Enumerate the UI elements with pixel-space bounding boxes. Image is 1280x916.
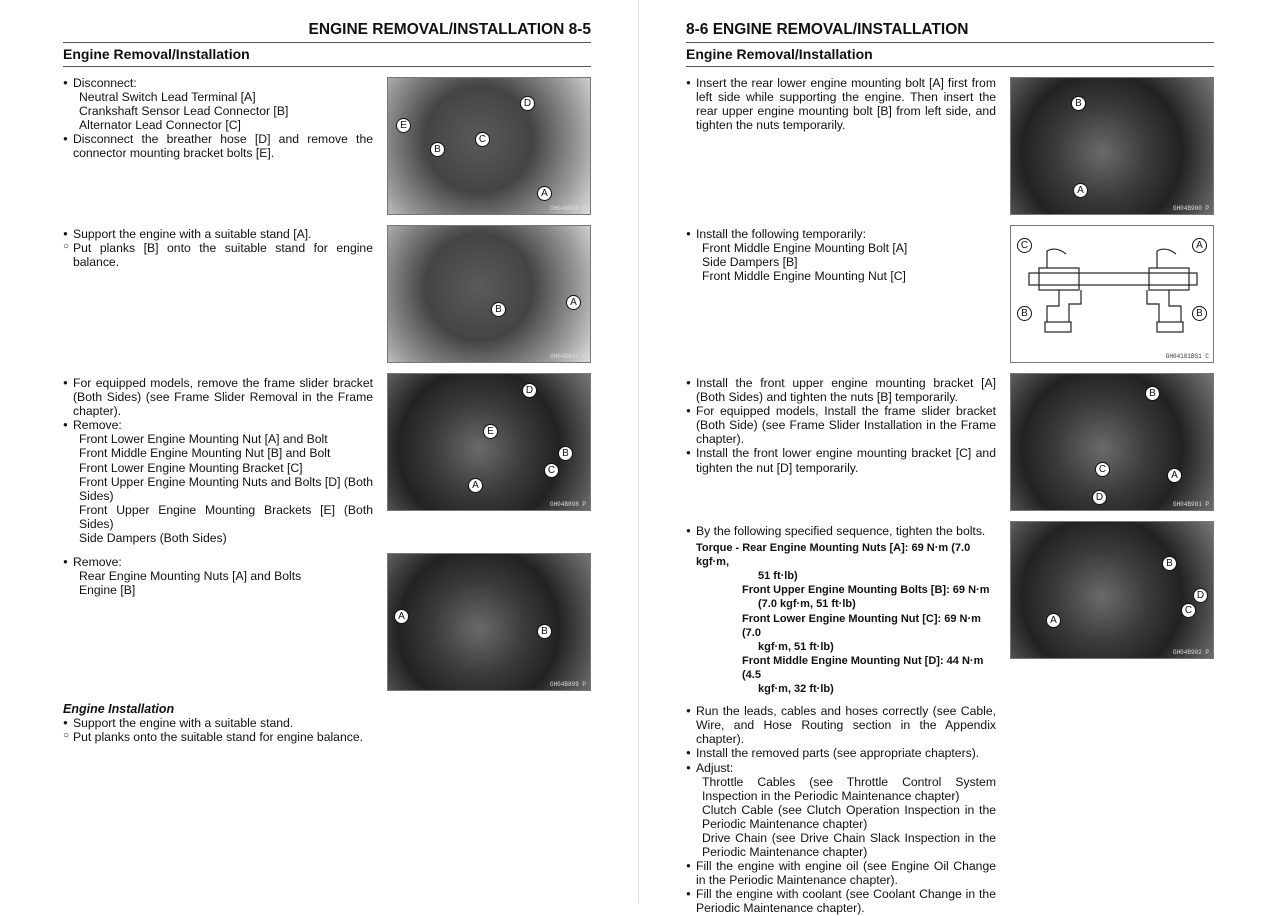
callout: C bbox=[544, 463, 559, 478]
figure-code: GH04181BS1 C bbox=[1165, 353, 1209, 360]
callout: B bbox=[537, 624, 552, 639]
callout: B bbox=[430, 142, 445, 157]
item: Alternator Lead Connector [C] bbox=[79, 118, 241, 133]
bullet: ● Install the removed parts (see appropriate chapters). bbox=[686, 746, 996, 760]
figure-code: GH04B901 P bbox=[1172, 501, 1209, 508]
bullet: ● Install the front lower engine mounting bracket [C] and tighten the nut [D] temporarily. bbox=[686, 446, 996, 474]
callout: B bbox=[1017, 306, 1032, 321]
callout: A bbox=[1046, 613, 1061, 628]
callout: A bbox=[1073, 183, 1088, 198]
callout: A bbox=[468, 478, 483, 493]
header-rule bbox=[686, 42, 1214, 43]
section-title-right: Engine Removal/Installation bbox=[686, 46, 873, 62]
callout: C bbox=[1181, 603, 1196, 618]
callout: D bbox=[522, 383, 537, 398]
item: Front Lower Engine Mounting Bracket [C] bbox=[79, 460, 303, 475]
callout: B bbox=[558, 446, 573, 461]
torque-spec bbox=[686, 541, 996, 696]
engine-photo bbox=[387, 553, 591, 691]
item: Front Middle Engine Mounting Nut [C] bbox=[702, 269, 906, 284]
bullet: ● Remove: bbox=[63, 555, 373, 569]
callout: E bbox=[396, 118, 411, 133]
bullet: ● Support the engine with a suitable stand [A]. bbox=[63, 227, 373, 241]
section-rule bbox=[686, 66, 1214, 67]
torque-line: Front Lower Engine Mounting Nut [C]: 69 N·m (7.0 bbox=[742, 612, 981, 639]
bullet: ● For equipped models, Install the frame slider bracket (Both Side) (see Frame Slider Installation in the Frame chapter). bbox=[686, 404, 996, 446]
item: Neutral Switch Lead Terminal [A] bbox=[79, 90, 256, 105]
figure-code: GH04B900 P bbox=[1172, 205, 1209, 212]
bolt-assembly-drawing bbox=[1011, 226, 1214, 363]
section-title-left: Engine Removal/Installation bbox=[63, 46, 250, 62]
section-rule bbox=[63, 66, 591, 67]
bullet: ● Adjust: bbox=[686, 761, 996, 775]
page-header-left: ENGINE REMOVAL/INSTALLATION 8-5 bbox=[308, 21, 591, 38]
step-remove-front bbox=[63, 376, 373, 553]
callout: A bbox=[1192, 238, 1207, 253]
callout: B bbox=[491, 302, 506, 317]
step-row bbox=[63, 553, 591, 702]
item: Front Upper Engine Mounting Brackets [E] (Both Sides) bbox=[79, 502, 373, 531]
item: Crankshaft Sensor Lead Connector [B] bbox=[79, 104, 289, 119]
header-rule bbox=[63, 42, 591, 43]
bullet: ● By the following specified sequence, tighten the bolts. bbox=[686, 524, 996, 538]
step-row bbox=[63, 373, 591, 553]
callout: C bbox=[1095, 462, 1110, 477]
step-row bbox=[686, 521, 1214, 704]
engine-photo bbox=[387, 373, 591, 511]
step-remove-rear bbox=[63, 555, 373, 597]
bullet: ● Install the front upper engine mounting bracket [A] (Both Sides) and tighten the nuts [B] temporarily. bbox=[686, 376, 996, 404]
engine-photo bbox=[1010, 373, 1214, 511]
item: Side Dampers (Both Sides) bbox=[79, 531, 227, 546]
callout: A bbox=[537, 186, 552, 201]
step-disconnect bbox=[63, 76, 373, 161]
figure-code: GH04B897 P bbox=[549, 353, 586, 360]
bullet: ● Disconnect: bbox=[63, 76, 373, 90]
item: Throttle Cables (see Throttle Control System Inspection in the Periodic Maintenance chapter) bbox=[702, 774, 996, 803]
item: Rear Engine Mounting Nuts [A] and Bolts bbox=[79, 569, 302, 584]
engine-photo bbox=[1010, 521, 1214, 659]
callout: B bbox=[1071, 96, 1086, 111]
callout: D bbox=[1092, 490, 1107, 505]
step-row bbox=[686, 76, 1214, 225]
callout: A bbox=[394, 609, 409, 624]
figure-code: GH04B899 P bbox=[549, 681, 586, 689]
callout: C bbox=[475, 132, 490, 147]
callout: A bbox=[1167, 468, 1182, 483]
figure-code: GH04B898 P bbox=[549, 501, 586, 508]
step-install-temporarily bbox=[686, 227, 996, 283]
bullet: ● Install the following temporarily: bbox=[686, 227, 996, 241]
torque-line: (7.0 kgf·m, 51 ft·lb) bbox=[758, 598, 856, 611]
torque-line: Front Middle Engine Mounting Nut [D]: 44 N·m (4.5 bbox=[742, 654, 984, 681]
sub-bullet: ○ Put planks onto the suitable stand for engine balance. bbox=[63, 730, 373, 744]
engine-installation bbox=[63, 702, 373, 744]
item: Front Middle Engine Mounting Bolt [A] bbox=[702, 241, 908, 256]
step-row bbox=[63, 76, 591, 225]
item: Front Middle Engine Mounting Nut [B] and Bolt bbox=[79, 446, 331, 461]
step-install-brackets bbox=[686, 376, 996, 483]
mounting-bolt-diagram bbox=[1010, 225, 1214, 363]
page-gutter bbox=[638, 0, 639, 903]
item: Clutch Cable (see Clutch Operation Inspection in the Periodic Maintenance chapter) bbox=[702, 802, 996, 831]
item: Side Dampers [B] bbox=[702, 255, 798, 270]
figure-code: GH04B902 P bbox=[1172, 649, 1209, 656]
bullet: ● Fill the engine with coolant (see Coolant Change in the Periodic Maintenance chapter). bbox=[686, 887, 996, 915]
sub-bullet: ○ Put planks [B] onto the suitable stand for engine balance. bbox=[63, 241, 373, 269]
step-row bbox=[686, 373, 1214, 521]
item: Front Upper Engine Mounting Nuts and Bolts [D] (Both Sides) bbox=[79, 474, 374, 503]
engine-photo bbox=[387, 77, 591, 215]
torque-line: kgf·m, 32 ft·lb) bbox=[758, 683, 834, 696]
callout: A bbox=[566, 295, 581, 310]
figure-code: GH04B896 P bbox=[549, 205, 586, 212]
torque-line: Front Upper Engine Mounting Bolts [B]: 69 N·m bbox=[742, 584, 990, 597]
item: Engine [B] bbox=[79, 583, 136, 598]
torque-line: Torque - Rear Engine Mounting Nuts [A]: 69 N·m (7.0 kgf·m, bbox=[696, 542, 971, 569]
step-row bbox=[63, 225, 591, 373]
callout: B bbox=[1145, 386, 1160, 401]
callout: E bbox=[483, 424, 498, 439]
item: Drive Chain (see Drive Chain Slack Inspection in the Periodic Maintenance chapter) bbox=[702, 830, 996, 860]
left-page-content bbox=[63, 76, 591, 744]
bullet: ● For equipped models, remove the frame slider bracket (Both Sides) (see Frame Slider Removal in the Frame chapter). bbox=[63, 376, 373, 418]
right-page-content bbox=[686, 76, 1214, 916]
callout: B bbox=[1192, 306, 1207, 321]
step-insert-rear-bolts bbox=[686, 76, 996, 132]
step-final bbox=[686, 704, 996, 915]
bullet: ● Insert the rear lower engine mounting bolt [A] first from left side while supporting the engine. Then insert the rear upper engine mounting bolt [B] from left side, and tighten the nuts temporarily. bbox=[686, 76, 996, 132]
page-header-right: 8-6 ENGINE REMOVAL/INSTALLATION bbox=[686, 21, 969, 38]
torque-line: 51 ft·lb) bbox=[758, 570, 798, 583]
bullet: ● Run the leads, cables and hoses correctly (see Cable, Wire, and Hose Routing section in the Appendix chapter). bbox=[686, 704, 996, 746]
subsection-title: Engine Installation bbox=[63, 702, 175, 717]
bullet: ● Support the engine with a suitable stand. bbox=[63, 716, 373, 730]
callout: B bbox=[1162, 556, 1177, 571]
bullet: ● Remove: bbox=[63, 418, 373, 432]
bullet: ● Fill the engine with engine oil (see Engine Oil Change in the Periodic Maintenance chapter). bbox=[686, 859, 996, 887]
engine-photo bbox=[1010, 77, 1214, 215]
step-row bbox=[686, 225, 1214, 373]
torque-line: kgf·m, 51 ft·lb) bbox=[758, 640, 834, 653]
item: Front Lower Engine Mounting Nut [A] and Bolt bbox=[79, 432, 328, 447]
callout: C bbox=[1017, 238, 1032, 253]
bullet: ● Disconnect the breather hose [D] and remove the connector mounting bracket bolts [E]. bbox=[63, 132, 373, 160]
engine-photo bbox=[387, 225, 591, 363]
step-tighten-sequence bbox=[686, 524, 996, 704]
callout: D bbox=[520, 96, 535, 111]
step-support bbox=[63, 227, 373, 269]
callout: D bbox=[1193, 588, 1208, 603]
